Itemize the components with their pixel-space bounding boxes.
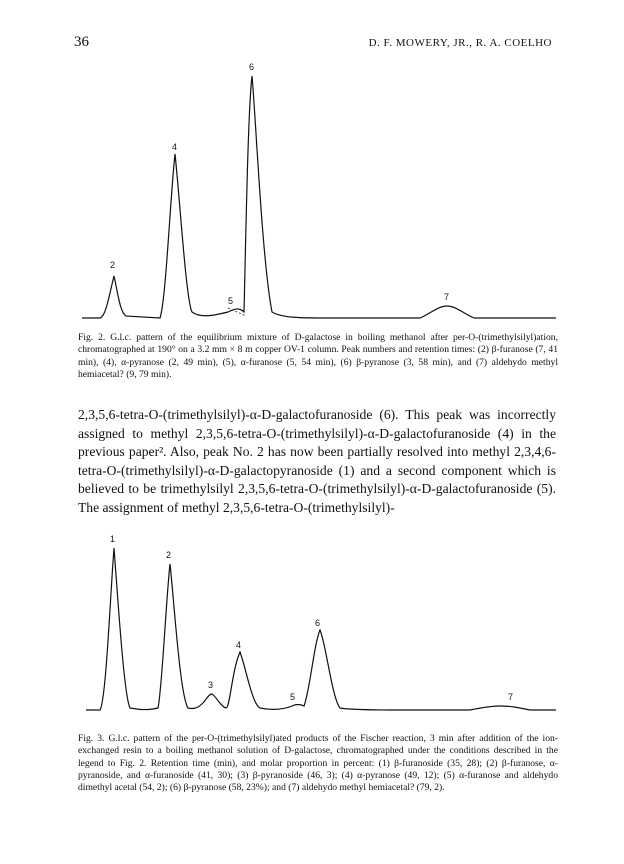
figure-3-chromatogram [0, 520, 624, 720]
body-paragraph-text: 2,3,5,6-tetra-O-(trimethylsilyl)-α-D-galactofuranoside (6). This peak was incorrectly assigned to methyl 2,3,5,6-tetra-O-(trimethylsilyl)-α-D-galactofuranoside (4) in the previous paper². Also, peak No. 2 has now been partially resolved into methyl 2,3,4,6-tetra-O-(trimethylsilyl)-α-D-galactopyranoside (1) and a second component which is believed to be trimethylsilyl 2,3,5,6-tetra-O-(trimethylsilyl)-α-D-galactofuranoside (5). The assignment of methyl 2,3,5,6-tetra-O-(trimethylsilyl)- [78, 407, 556, 515]
body-paragraph [78, 406, 556, 518]
figure-3-caption: Fig. 3. G.l.c. pattern of the per-O-(trimethylsilyl)ated products of the Fischer reaction, 3 min after addition of the ion-exchanged resin to a boiling methanol solution of D-galactose, chromatographed under the conditions described in the legend to Fig. 2. Retention time (min), and molar proportion in percent: (1) β-furanoside (35, 28); (2) β-furanose, α-pyranoside, and α-furanoside (41, 30); (3) β-pyranoside (46, 3); (4) α-pyranose (49, 12); (5) α-furanose and aldehydo dimethyl acetal (54, 2); (6) β-pyranose (58, 23%); and (7) aldehydo methyl hemiacetal? (79, 2). [78, 733, 558, 794]
fig3-peak-label: 5 [290, 692, 296, 702]
running-head: D. F. MOWERY, JR., R. A. COELHO [368, 37, 552, 49]
page-number: 36 [74, 34, 89, 50]
fig3-peak-label: 1 [110, 534, 116, 544]
fig3-peak-label: 4 [236, 640, 242, 650]
fig2-peak-label: 5 [228, 296, 234, 306]
fig2-peak-label: 4 [172, 142, 178, 152]
fig2-peak-label: 7 [444, 292, 450, 302]
fig3-peak-label: 7 [508, 692, 514, 702]
fig3-trace [86, 548, 556, 710]
figure-2-caption: Fig. 2. G.l.c. pattern of the equilibrium mixture of D-galactose in boiling methanol after per-O-(trimethylsilyl)ation, chromatographed at 190° on a 3.2 mm × 8 m copper OV-1 column. Peak numbers and retention times: (2) β-furanose (7, 41 min), (4), α-pyranose (2, 49 min), (5), α-furanose (5, 54 min), (6) β-pyranose (3, 58 min), and (7) aldehydo methyl hemiacetal? (9, 79 min). [78, 332, 558, 380]
fig3-peak-label: 6 [315, 618, 321, 628]
fig3-peak-label: 2 [166, 550, 172, 560]
fig2-peak-label: 6 [249, 62, 255, 72]
fig2-trace [82, 76, 556, 318]
fig2-peak-label: 2 [110, 260, 116, 270]
fig3-peak-label: 3 [208, 680, 214, 690]
figure-2-chromatogram [0, 50, 624, 330]
